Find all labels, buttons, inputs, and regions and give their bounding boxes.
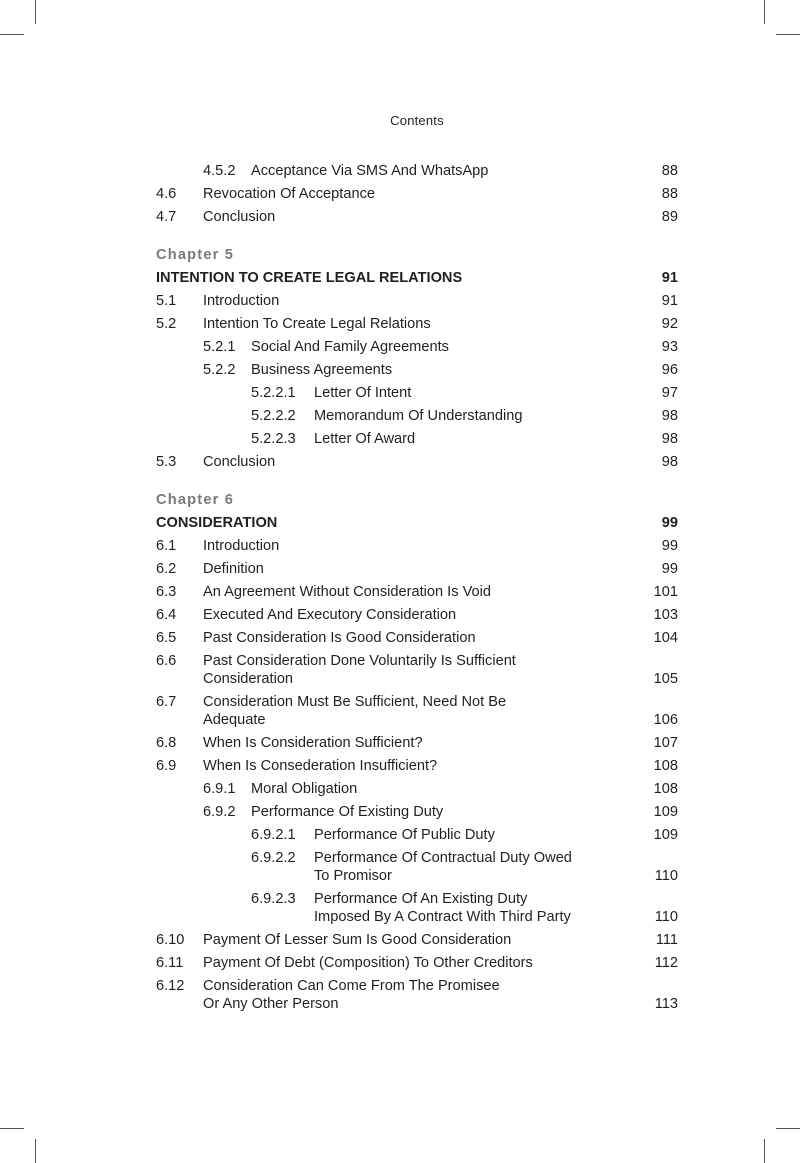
toc-entry-number: 4.7 bbox=[156, 209, 177, 225]
toc-entry[interactable] bbox=[156, 732, 678, 755]
toc-entry[interactable] bbox=[156, 535, 678, 558]
table-of-contents bbox=[156, 160, 678, 1016]
toc-entry-title bbox=[251, 336, 449, 359]
toc-entry-title-line: Acceptance Via SMS And WhatsApp bbox=[251, 163, 489, 179]
toc-entry-title-line: An Agreement Without Consideration Is Void bbox=[203, 584, 491, 600]
toc-entry-page: 88 bbox=[661, 163, 678, 179]
toc-entry-title-line: Or Any Other Person bbox=[203, 996, 339, 1012]
crop-mark bbox=[764, 1139, 765, 1163]
toc-entry[interactable] bbox=[156, 183, 678, 206]
toc-entry-page: 109 bbox=[653, 804, 678, 820]
toc-entry-number: 6.6 bbox=[156, 653, 177, 669]
toc-entry-number: 6.5 bbox=[156, 630, 177, 646]
toc-entry-title bbox=[203, 693, 506, 729]
toc-entry-page: 108 bbox=[653, 758, 678, 774]
toc-entry-page: 98 bbox=[661, 431, 678, 447]
toc-entry-title-line: When Is Consederation Insufficient? bbox=[203, 758, 438, 774]
toc-entry[interactable] bbox=[156, 952, 678, 975]
toc-entry-title-line: Adequate bbox=[203, 712, 266, 728]
toc-entry[interactable] bbox=[156, 290, 678, 313]
toc-entry-number: 4.5.2 bbox=[203, 163, 236, 179]
toc-entry[interactable] bbox=[156, 847, 678, 888]
toc-entry-title bbox=[203, 206, 275, 229]
toc-entry-number: 6.9.2.1 bbox=[251, 827, 296, 843]
toc-entry-title-line: Consideration bbox=[203, 671, 294, 687]
toc-entry-page: 106 bbox=[653, 712, 678, 728]
toc-entry-title-line: Performance Of An Existing Duty bbox=[314, 891, 528, 907]
toc-entry[interactable] bbox=[156, 888, 678, 929]
toc-entry-page: 92 bbox=[661, 316, 678, 332]
toc-entry-title-line: Performance Of Public Duty bbox=[314, 827, 495, 843]
toc-entry-title-line: Payment Of Debt (Composition) To Other Creditors bbox=[203, 955, 533, 971]
toc-entry-number: 5.2.2.3 bbox=[251, 431, 296, 447]
toc-entry-title bbox=[314, 405, 522, 428]
toc-entry-title bbox=[203, 652, 516, 688]
toc-entry-number: 5.2.2.2 bbox=[251, 408, 296, 424]
toc-entry[interactable] bbox=[156, 428, 678, 451]
toc-entry-page: 99 bbox=[661, 538, 678, 554]
toc-entry[interactable] bbox=[156, 451, 678, 474]
toc-entry-title bbox=[203, 952, 533, 975]
chapter-6-title-row[interactable] bbox=[156, 512, 678, 535]
toc-entry-number: 6.7 bbox=[156, 694, 177, 710]
toc-entry-number: 6.9 bbox=[156, 758, 177, 774]
toc-entry-page: 97 bbox=[661, 385, 678, 401]
toc-entries-chapter-4 bbox=[156, 160, 678, 229]
toc-entry-title bbox=[203, 604, 456, 627]
toc-entry[interactable] bbox=[156, 405, 678, 428]
toc-entry-title-line: Payment Of Lesser Sum Is Good Consideration bbox=[203, 932, 512, 948]
toc-entry-title bbox=[203, 451, 275, 474]
toc-entry[interactable] bbox=[156, 627, 678, 650]
toc-entry-title bbox=[314, 382, 411, 405]
toc-entry[interactable] bbox=[156, 801, 678, 824]
toc-entry-number: 5.1 bbox=[156, 293, 177, 309]
toc-entry-title bbox=[203, 183, 375, 206]
toc-entry-title-line: Definition bbox=[203, 561, 264, 577]
toc-entry-title-line: Performance Of Existing Duty bbox=[251, 804, 444, 820]
toc-entry[interactable] bbox=[156, 975, 678, 1016]
toc-entry-title-line: To Promisor bbox=[314, 868, 392, 884]
toc-entry-title-line: Consideration Must Be Sufficient, Need Not Be bbox=[203, 694, 507, 710]
chapter-5-page: 91 bbox=[661, 270, 678, 286]
toc-entry-page: 110 bbox=[654, 909, 678, 925]
toc-entry[interactable] bbox=[156, 581, 678, 604]
chapter-5-label: Chapter 5 bbox=[156, 247, 235, 263]
crop-mark bbox=[35, 0, 36, 24]
toc-entry-title-line: When Is Consideration Sufficient? bbox=[203, 735, 423, 751]
toc-entry-title-line: Revocation Of Acceptance bbox=[203, 186, 375, 202]
toc-entry-page: 99 bbox=[661, 561, 678, 577]
toc-entry-title-line: Introduction bbox=[203, 293, 280, 309]
toc-entry-number: 5.2.1 bbox=[203, 339, 236, 355]
crop-mark bbox=[0, 1128, 24, 1129]
toc-entry-number: 5.3 bbox=[156, 454, 177, 470]
toc-entry-title bbox=[251, 801, 443, 824]
running-head: Contents bbox=[390, 113, 444, 128]
toc-entry-page: 88 bbox=[661, 186, 678, 202]
toc-entry-page: 93 bbox=[661, 339, 678, 355]
toc-entry-number: 6.1 bbox=[156, 538, 177, 554]
toc-entry[interactable] bbox=[156, 160, 678, 183]
toc-entry-page: 108 bbox=[653, 781, 678, 797]
toc-entry-title-line: Consideration Can Come From The Promisee bbox=[203, 978, 500, 994]
chapter-6-page: 99 bbox=[661, 515, 678, 531]
toc-entry-number: 6.9.2.3 bbox=[251, 891, 296, 907]
toc-entry-title bbox=[251, 160, 488, 183]
toc-entry-number: 6.9.1 bbox=[203, 781, 236, 797]
toc-entry-title-line: Past Consideration Done Voluntarily Is Sufficient bbox=[203, 653, 516, 669]
chapter-5-title: INTENTION TO CREATE LEGAL RELATIONS bbox=[156, 270, 463, 286]
toc-entry-number: 5.2.2.1 bbox=[251, 385, 296, 401]
toc-entry-title bbox=[203, 627, 476, 650]
toc-entry-title-line: Social And Family Agreements bbox=[251, 339, 449, 355]
toc-entry-page: 111 bbox=[655, 932, 678, 948]
toc-entry-number: 6.2 bbox=[156, 561, 177, 577]
toc-entry-title-line: Introduction bbox=[203, 538, 280, 554]
toc-entry-page: 107 bbox=[653, 735, 678, 751]
toc-entry-page: 109 bbox=[653, 827, 678, 843]
toc-entry[interactable] bbox=[156, 929, 678, 952]
toc-entry-number: 6.12 bbox=[156, 978, 185, 994]
toc-entry-title bbox=[203, 929, 511, 952]
toc-entry-page: 103 bbox=[653, 607, 678, 623]
toc-entry-title bbox=[314, 824, 495, 847]
crop-mark bbox=[0, 34, 24, 35]
toc-entry-page: 89 bbox=[661, 209, 678, 225]
toc-entry[interactable] bbox=[156, 359, 678, 382]
crop-mark bbox=[776, 1128, 800, 1129]
toc-entry-number: 6.11 bbox=[156, 955, 184, 971]
toc-entry-page: 101 bbox=[653, 584, 678, 600]
toc-entry-title bbox=[314, 849, 572, 885]
crop-mark bbox=[35, 1139, 36, 1163]
toc-entries-chapter-5 bbox=[156, 290, 678, 474]
toc-entry-title bbox=[251, 778, 357, 801]
toc-entry-title bbox=[203, 581, 491, 604]
toc-entry[interactable] bbox=[156, 778, 678, 801]
toc-entry[interactable] bbox=[156, 382, 678, 405]
toc-entry-number: 6.9.2.2 bbox=[251, 850, 296, 866]
toc-entry-title-line: Performance Of Contractual Duty Owed bbox=[314, 850, 572, 866]
toc-entry-title-line: Memorandum Of Understanding bbox=[314, 408, 523, 424]
crop-mark bbox=[776, 34, 800, 35]
toc-entry-title bbox=[203, 313, 431, 336]
toc-entry[interactable] bbox=[156, 206, 678, 229]
toc-entry[interactable] bbox=[156, 336, 678, 359]
toc-entry-title-line: Past Consideration Is Good Consideration bbox=[203, 630, 476, 646]
toc-entry[interactable] bbox=[156, 824, 678, 847]
toc-entry-title bbox=[203, 558, 264, 581]
toc-entry-number: 4.6 bbox=[156, 186, 177, 202]
toc-entry-title-line: Letter Of Intent bbox=[314, 385, 412, 401]
toc-entry-title-line: Business Agreements bbox=[251, 362, 393, 378]
toc-entry-title-line: Conclusion bbox=[203, 209, 276, 225]
toc-entry-page: 96 bbox=[661, 362, 678, 378]
toc-entry-number: 5.2.2 bbox=[203, 362, 236, 378]
toc-entry-title bbox=[203, 977, 500, 1013]
toc-entry-page: 104 bbox=[653, 630, 678, 646]
chapter-6-title: CONSIDERATION bbox=[156, 515, 278, 531]
toc-entry-title-line: Intention To Create Legal Relations bbox=[203, 316, 431, 332]
toc-entry-number: 6.3 bbox=[156, 584, 177, 600]
toc-entry[interactable] bbox=[156, 604, 678, 627]
toc-entry[interactable] bbox=[156, 755, 678, 778]
toc-entry[interactable] bbox=[156, 558, 678, 581]
toc-entry-number: 6.9.2 bbox=[203, 804, 236, 820]
toc-entry-number: 6.10 bbox=[156, 932, 185, 948]
toc-entry-title bbox=[203, 755, 437, 778]
toc-entry-number: 6.4 bbox=[156, 607, 177, 623]
toc-entry-page: 105 bbox=[653, 671, 678, 687]
toc-entry-title bbox=[203, 732, 423, 755]
chapter-6-label: Chapter 6 bbox=[156, 492, 235, 508]
toc-entry-title bbox=[314, 428, 415, 451]
toc-entry-number: 6.8 bbox=[156, 735, 177, 751]
toc-entry-title bbox=[203, 290, 279, 313]
toc-entry-title-line: Conclusion bbox=[203, 454, 276, 470]
toc-entry-title-line: Executed And Executory Consideration bbox=[203, 607, 457, 623]
toc-entry-page: 113 bbox=[654, 996, 678, 1012]
toc-entry-title bbox=[251, 359, 392, 382]
toc-entry[interactable] bbox=[156, 691, 678, 732]
toc-entry-title-line: Moral Obligation bbox=[251, 781, 358, 797]
toc-entry-page: 91 bbox=[661, 293, 678, 309]
toc-entry-page: 110 bbox=[654, 868, 678, 884]
toc-entries-chapter-6 bbox=[156, 535, 678, 1016]
toc-entry-page: 112 bbox=[654, 955, 678, 971]
toc-entry-number: 5.2 bbox=[156, 316, 177, 332]
toc-entry-title bbox=[203, 535, 279, 558]
crop-mark bbox=[764, 0, 765, 24]
toc-entry[interactable] bbox=[156, 313, 678, 336]
toc-entry-page: 98 bbox=[661, 408, 678, 424]
toc-entry-title bbox=[314, 890, 571, 926]
toc-entry-title-line: Letter Of Award bbox=[314, 431, 416, 447]
chapter-5-title-row[interactable] bbox=[156, 267, 678, 290]
toc-entry-page: 98 bbox=[661, 454, 678, 470]
toc-entry[interactable] bbox=[156, 650, 678, 691]
toc-entry-title-line: Imposed By A Contract With Third Party bbox=[314, 909, 571, 925]
